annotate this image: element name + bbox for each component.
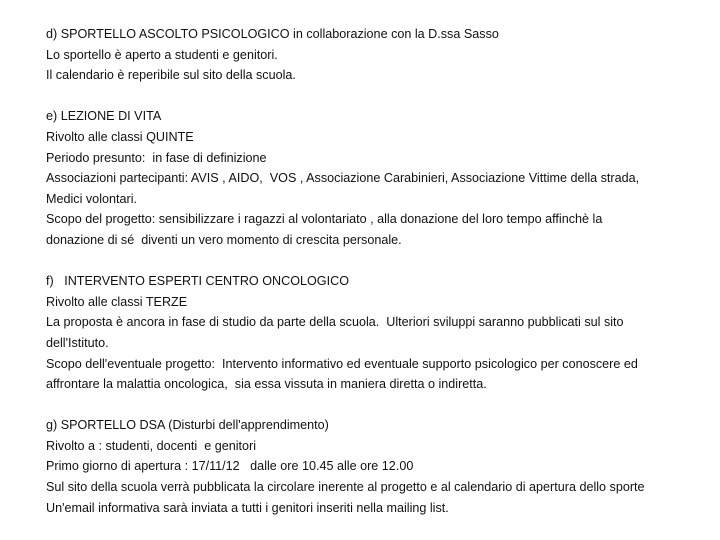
section-sportello-dsa	[46, 415, 720, 518]
text-line: Un'email informativa sarà inviata a tutti i genitori inseriti nella mailing list.	[46, 500, 449, 515]
section-lezione-di-vita	[46, 106, 720, 250]
text-line: Rivolto alle classi TERZE	[46, 294, 188, 309]
text-line: Primo giorno di apertura : 17/11/12 dalle ore 10.45 alle ore 12.00	[46, 459, 414, 474]
text-line: Rivolto a : studenti, docenti e genitori	[46, 438, 257, 453]
section-heading: g) SPORTELLO DSA (Disturbi dell'apprendimento)	[46, 418, 329, 433]
text-line: Il calendario è reperibile sul sito della scuola.	[46, 68, 296, 83]
section-heading: e) LEZIONE DI VITA	[46, 109, 162, 124]
text-line: Lo sportello è aperto a studenti e genitori.	[46, 47, 278, 62]
text-line: dell'Istituto.	[46, 335, 109, 350]
section-heading: d) SPORTELLO ASCOLTO PSICOLOGICO in collaborazione con la D.ssa Sasso	[46, 27, 499, 41]
text-line: Sul sito della scuola verrà pubblicata la circolare inerente al progetto e al calendario di apertura dello sporte	[46, 480, 645, 495]
section-sportello-ascolto	[46, 24, 720, 86]
text-line: Scopo del progetto: sensibilizzare i ragazzi al volontariato , alla donazione del loro tempo affinchè la	[46, 212, 603, 227]
document-body	[46, 24, 720, 518]
section-heading: f) INTERVENTO ESPERTI CENTRO ONCOLOGICO	[46, 274, 349, 289]
text-line: donazione di sé diventi un vero momento di crescita personale.	[46, 232, 402, 247]
text-line: La proposta è ancora in fase di studio da parte della scuola. Ulteriori sviluppi saranno pubblicati sul sito	[46, 315, 624, 330]
text-line: Associazioni partecipanti: AVIS , AIDO, VOS , Associazione Carabinieri, Associazione Vittime della strada,	[46, 171, 640, 186]
text-line: Medici volontari.	[46, 191, 137, 206]
section-intervento-esperti	[46, 271, 720, 395]
text-line: affrontare la malattia oncologica, sia essa vissuta in maniera diretta o indiretta.	[46, 377, 487, 392]
text-line: Scopo dell'eventuale progetto: Intervento informativo ed eventuale supporto psicologico per conoscere ed	[46, 356, 638, 371]
text-line: Periodo presunto: in fase di definizione	[46, 150, 267, 165]
text-line: Rivolto alle classi QUINTE	[46, 129, 194, 144]
